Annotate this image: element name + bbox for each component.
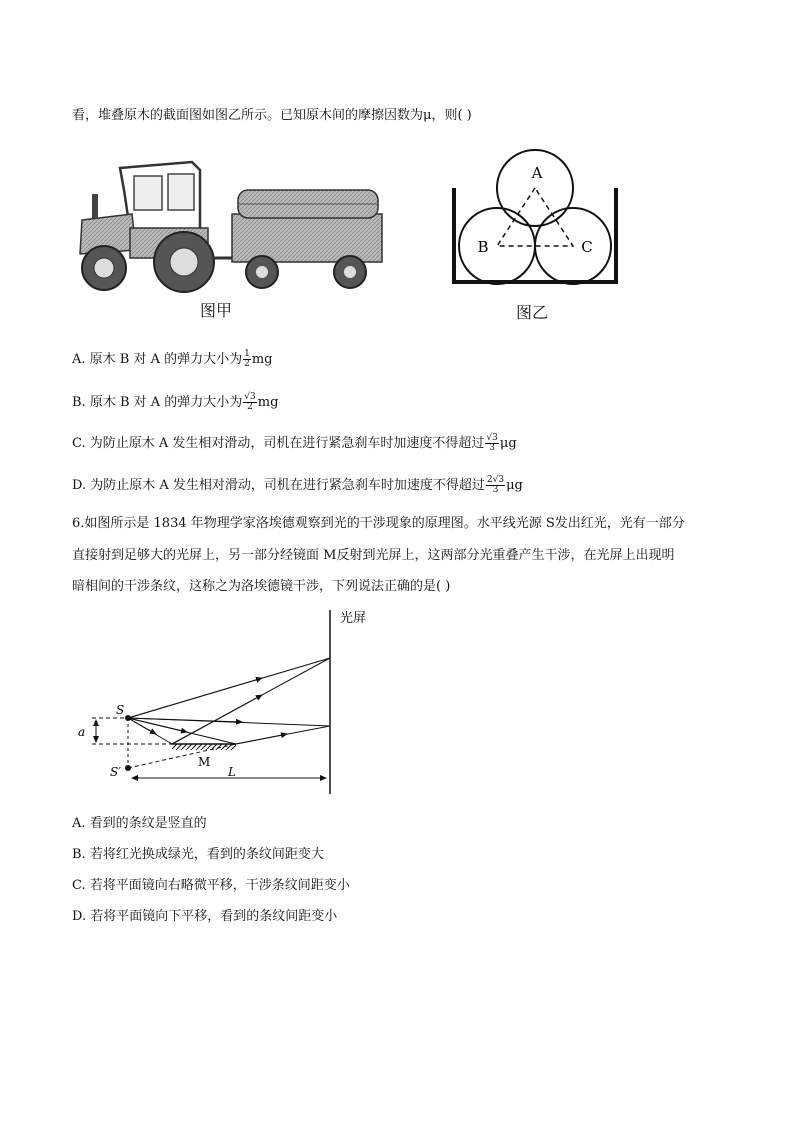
fig-yi-caption: 图乙 (516, 303, 549, 322)
option-c-fraction: $\frac{√3}{3}$ (486, 433, 498, 453)
q6-stem-line-2: 直接射到足够大的光屏上，另一部分经镜面 M反射到光屏上，这两部分光重叠产生干涉，在光屏上出现明 (72, 548, 675, 563)
q6-option-c: C. 若将平面镜向右略微平移，干涉条纹间距变小 (72, 878, 350, 893)
source-label: S (116, 703, 125, 717)
screen-label: 光屏 (340, 611, 367, 626)
label-c: C (581, 238, 593, 256)
q5-option-d: D. 为防止原木 A 发生相对滑动，司机在进行紧急刹车时加速度不得超过 $\frac{2√3}{3}$ μg (72, 475, 523, 495)
image-label: S′ (110, 765, 121, 779)
q6-stem-line-3: 暗相间的干涉条纹，这称之为洛埃德镜干涉，下列说法正确的是( ) (72, 579, 451, 594)
q5-option-b: B. 原木 B 对 A 的弹力大小为 $\frac{√3}{2}$ mg (72, 392, 279, 412)
q6-option-a: A. 看到的条纹是竖直的 (72, 816, 207, 831)
q5-intro: 看，堆叠原木的截面图如图乙所示。已知原木间的摩擦因数为μ，则( ) (72, 108, 472, 123)
q5-option-a: A. 原木 B 对 A 的弹力大小为 $\frac{1}{2}$ mg (72, 349, 273, 369)
distance-a-label: a (78, 725, 86, 739)
fig-jia-caption: 图甲 (200, 301, 233, 320)
q6-option-b: B. 若将红光换成绿光，看到的条纹间距变大 (72, 847, 324, 862)
q6-option-d: D. 若将平面镜向下平移，看到的条纹间距变小 (72, 909, 338, 924)
q6-stem-line-1: 6.如图所示是 1834 年物理学家洛埃德观察到光的干涉现象的原理图。水平线光源 S发出红光，光有一部分 (72, 516, 685, 531)
lloyd-mirror-diagram (72, 604, 392, 800)
option-a-text: A. 原木 B 对 A 的弹力大小为 (72, 352, 243, 367)
option-a-fraction: $\frac{1}{2}$ (244, 349, 250, 369)
option-c-text: C. 为防止原木 A 发生相对滑动，司机在进行紧急刹车时加速度不得超过 (72, 436, 485, 451)
option-d-fraction: $\frac{2√3}{3}$ (486, 475, 505, 495)
trailer (232, 214, 382, 262)
q5-option-c: C. 为防止原木 A 发生相对滑动，司机在进行紧急刹车时加速度不得超过 $\frac{√3}{3}$ μg (72, 433, 517, 453)
option-b-text: B. 原木 B 对 A 的弹力大小为 (72, 395, 243, 410)
container (454, 188, 616, 282)
option-d-text: D. 为防止原木 A 发生相对滑动，司机在进行紧急刹车时加速度不得超过 (72, 478, 485, 493)
label-a: A (531, 164, 543, 182)
distance-l-label: L (228, 765, 236, 779)
logs-cross-section-figure (448, 142, 624, 292)
log-b (459, 208, 535, 284)
tractor-figure (72, 150, 392, 300)
mirror-hatch (172, 744, 236, 750)
option-b-fraction: $\frac{√3}{2}$ (244, 392, 256, 412)
label-b: B (477, 238, 489, 256)
mirror-label: M (198, 755, 211, 769)
